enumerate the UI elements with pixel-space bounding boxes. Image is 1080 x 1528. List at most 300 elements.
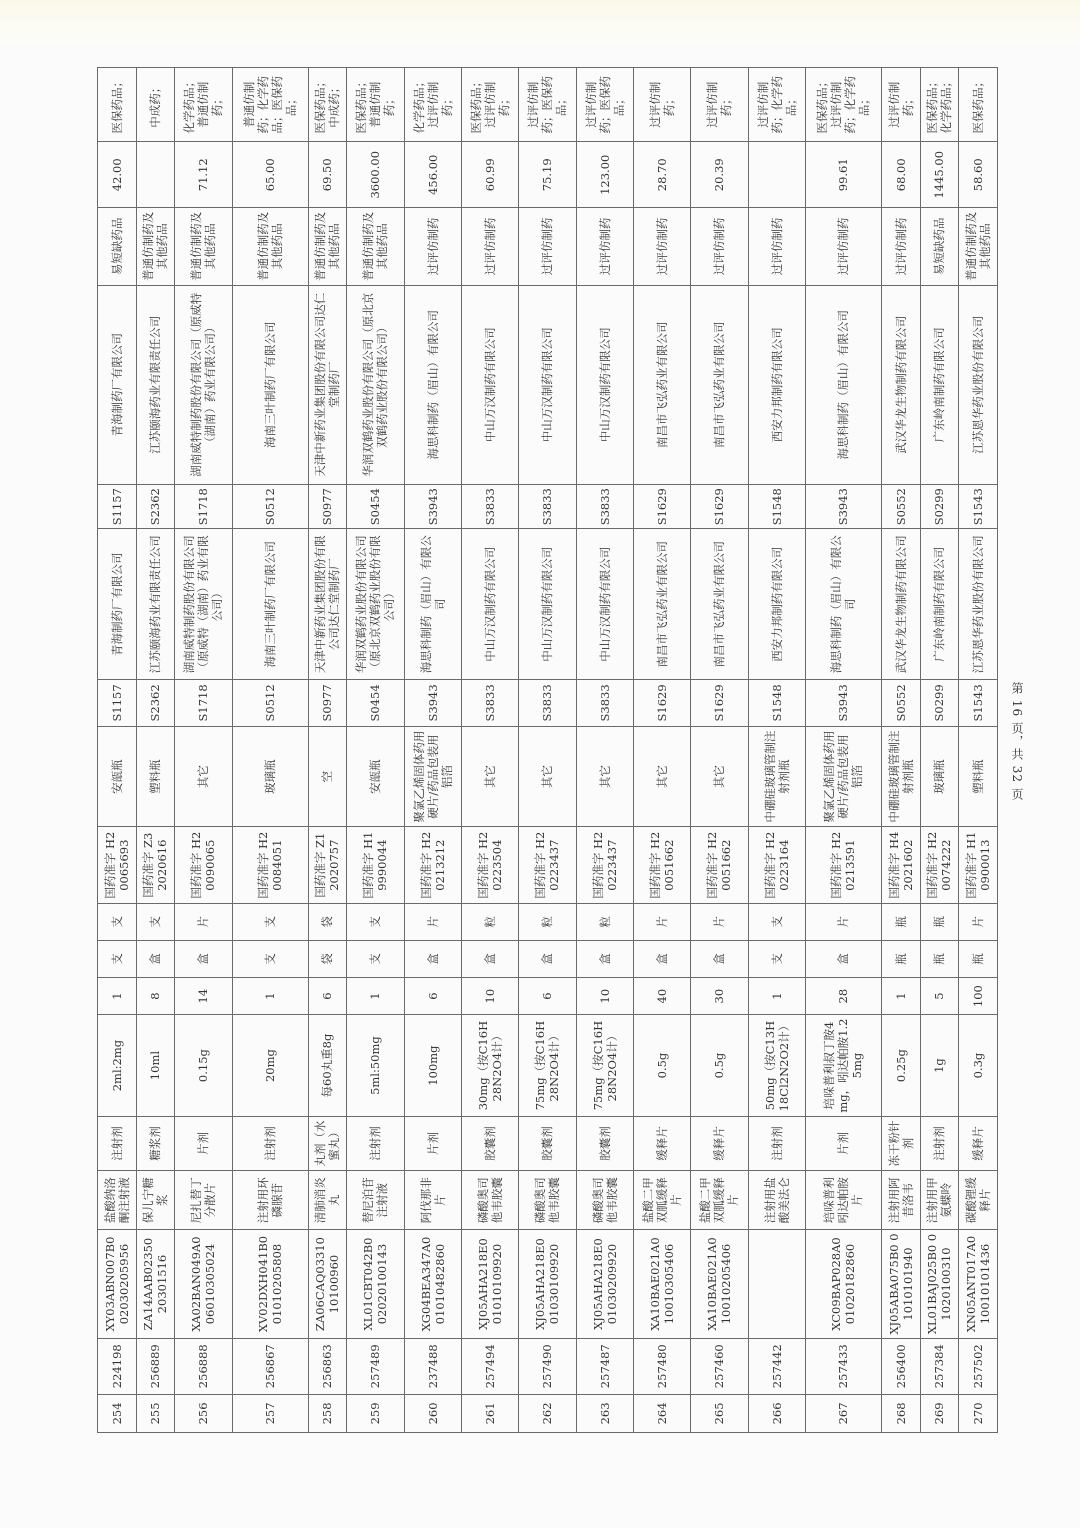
cell-drug-name: 培哚普利吲达帕胺片 (805, 1171, 881, 1230)
cell-category: 普通仿制药及其他药品 (347, 208, 404, 285)
cell-min-unit: 片 (175, 903, 232, 940)
cell-holder: 江苏颐海药业有限责任公司 (136, 285, 175, 484)
cell-spec: 50mg（按C13H18Cl2N2O2计） (748, 1015, 805, 1117)
cell-manufacturer: 华润双鹤药业股份有限公司（原北京双鹤药业股份有限公司） (347, 529, 404, 680)
cell-pack-unit: 盒 (633, 940, 690, 977)
cell-dosage-form: 冻干粉针剂 (881, 1116, 920, 1170)
cell-pack-unit: 瓶 (920, 940, 959, 977)
cell-pack-unit: 支 (232, 940, 308, 977)
table-row (881, 68, 920, 1433)
cell-pack-qty: 28 (805, 978, 881, 1015)
table-row (519, 68, 576, 1433)
cell-package-material: 中硼硅玻璃管制注射剂瓶 (748, 726, 805, 827)
cell-pack-qty: 8 (136, 978, 175, 1015)
cell-spec: 0.15g (175, 1015, 232, 1117)
cell-spec: 20mg (232, 1015, 308, 1117)
table-row (461, 68, 518, 1433)
cell-pack-qty: 1 (347, 978, 404, 1015)
cell-holder-code: S0454 (347, 484, 404, 529)
cell-seq: 264 (633, 1394, 690, 1432)
cell-holder: 武汉华龙生物制药有限公司 (881, 285, 920, 484)
cell-approval-no: 国药准字 H20223164 (748, 827, 805, 903)
cell-drug-name: 碳酸锂缓释片 (959, 1171, 998, 1230)
cell-price: 42.00 (98, 142, 137, 208)
cell-approval-no: 国药准字 H19990044 (347, 827, 404, 903)
cell-attributes: 过评仿制药； (881, 68, 920, 142)
cell-category: 过评仿制药 (691, 208, 748, 285)
cell-holder: 中山万汉制药有限公司 (519, 285, 576, 484)
cell-manufacturer-code: S0454 (347, 680, 404, 727)
cell-approval-no: 国药准字 H20213591 (805, 827, 881, 903)
cell-spec: 100mg (404, 1015, 461, 1117)
cell-holder: 海思科制药（眉山）有限公司 (805, 285, 881, 484)
cell-dosage-form: 缓释片 (691, 1116, 748, 1170)
cell-seq: 265 (691, 1394, 748, 1432)
cell-code: 257460 (691, 1338, 748, 1394)
cell-package-material: 空 (308, 726, 347, 827)
cell-holder: 青海制药厂有限公司 (98, 285, 137, 484)
cell-code: 257384 (920, 1338, 959, 1394)
cell-drug-code: XC09BAP028A0 01020182860 (805, 1230, 881, 1338)
cell-manufacturer-code: S1629 (691, 680, 748, 727)
cell-manufacturer-code: S1629 (633, 680, 690, 727)
cell-code: 257490 (519, 1338, 576, 1394)
cell-holder-code: S1629 (691, 484, 748, 529)
cell-code: 224198 (98, 1338, 137, 1394)
cell-manufacturer-code: S1543 (959, 680, 998, 727)
cell-holder: 中山万汉制药有限公司 (461, 285, 518, 484)
cell-manufacturer-code: S3833 (519, 680, 576, 727)
cell-holder-code: S1718 (175, 484, 232, 529)
cell-spec: 0.25g (881, 1015, 920, 1117)
cell-drug-name: 盐酸二甲双胍缓释片 (691, 1171, 748, 1230)
cell-category: 过评仿制药 (461, 208, 518, 285)
cell-drug-code: XL01CBT042B0 02020100143 (347, 1230, 404, 1338)
cell-attributes: 过评仿制药；医保药品； (576, 68, 633, 142)
cell-dosage-form: 片剂 (805, 1116, 881, 1170)
table-row (576, 68, 633, 1433)
cell-drug-code (748, 1230, 805, 1338)
cell-drug-name: 清肺消炎丸 (308, 1171, 347, 1230)
cell-drug-name: 磷酸奥司他韦胶囊 (519, 1171, 576, 1230)
cell-holder: 江苏恩华药业股份有限公司 (959, 285, 998, 484)
cell-pack-unit: 盒 (136, 940, 175, 977)
cell-category: 易短缺药品 (98, 208, 137, 285)
cell-package-material: 玻璃瓶 (232, 726, 308, 827)
cell-approval-no: 国药准字 H20051662 (691, 827, 748, 903)
cell-package-material: 中硼硅玻璃管制注射剂瓶 (881, 726, 920, 827)
cell-code: 257433 (805, 1338, 881, 1394)
cell-attributes: 医保药品；普通仿制药； (347, 68, 404, 142)
cell-seq: 262 (519, 1394, 576, 1432)
cell-price: 3600.00 (347, 142, 404, 208)
cell-manufacturer: 江苏颐海药业有限责任公司 (136, 529, 175, 680)
cell-spec: 0.3g (959, 1015, 998, 1117)
cell-dosage-form: 缓释片 (633, 1116, 690, 1170)
table-row (136, 68, 175, 1433)
cell-approval-no: 国药准字 H10900013 (959, 827, 998, 903)
cell-holder-code: S1157 (98, 484, 137, 529)
table-row (959, 68, 998, 1433)
cell-package-material: 其它 (461, 726, 518, 827)
cell-holder-code: S3833 (576, 484, 633, 529)
cell-min-unit: 支 (136, 903, 175, 940)
cell-code: 257489 (347, 1338, 404, 1394)
cell-spec: 0.5g (633, 1015, 690, 1117)
table-row (805, 68, 881, 1433)
cell-dosage-form: 胶囊剂 (461, 1116, 518, 1170)
cell-pack-qty: 1 (98, 978, 137, 1015)
table-row (404, 68, 461, 1433)
cell-package-material: 其它 (691, 726, 748, 827)
cell-drug-code: XJ05ABA075B0 01010101940 (881, 1230, 920, 1338)
cell-price: 65.00 (232, 142, 308, 208)
cell-holder-code: S3943 (404, 484, 461, 529)
cell-drug-name: 尼扎替丁分散片 (175, 1171, 232, 1230)
cell-drug-name: 阿伐那非片 (404, 1171, 461, 1230)
cell-holder-code: S0299 (920, 484, 959, 529)
cell-pack-unit: 支 (748, 940, 805, 977)
cell-drug-code: XA10BAE021A0 10010205406 (691, 1230, 748, 1338)
cell-dosage-form: 胶囊剂 (576, 1116, 633, 1170)
top-margin (0, 0, 1080, 42)
cell-holder: 南昌市飞弘药业有限公司 (633, 285, 690, 484)
cell-approval-no: 国药准字 H20223504 (461, 827, 518, 903)
cell-dosage-form: 缓释片 (959, 1116, 998, 1170)
cell-manufacturer-code: S3943 (805, 680, 881, 727)
cell-category: 普通仿制药及其他药品 (232, 208, 308, 285)
cell-price: 99.61 (805, 142, 881, 208)
cell-manufacturer: 天津中新药业集团股份有限公司达仁堂制药厂 (308, 529, 347, 680)
cell-drug-code: XA02BAN049A0 06010305024 (175, 1230, 232, 1338)
cell-min-unit: 瓶 (920, 903, 959, 940)
cell-category: 普通仿制药及其他药品 (136, 208, 175, 285)
cell-pack-qty: 6 (308, 978, 347, 1015)
cell-category: 普通仿制药及其他药品 (308, 208, 347, 285)
cell-manufacturer: 中山万汉制药有限公司 (461, 529, 518, 680)
cell-min-unit: 片 (805, 903, 881, 940)
cell-drug-name: 保儿宁糖浆 (136, 1171, 175, 1230)
table-row (232, 68, 308, 1433)
cell-package-material: 聚氯乙烯固体药用硬片/药品包装用铝箔 (805, 726, 881, 827)
cell-drug-name: 磷酸奥司他韦胶囊 (576, 1171, 633, 1230)
cell-drug-name: 盐酸纳洛酮注射液 (98, 1171, 137, 1230)
cell-code: 256867 (232, 1338, 308, 1394)
cell-manufacturer-code: S3833 (576, 680, 633, 727)
cell-manufacturer: 中山万汉制药有限公司 (519, 529, 576, 680)
cell-category: 过评仿制药 (633, 208, 690, 285)
cell-attributes: 中成药； (136, 68, 175, 142)
cell-manufacturer-code: S3943 (404, 680, 461, 727)
cell-attributes: 医保药品；中成药； (308, 68, 347, 142)
cell-price: 58.60 (959, 142, 998, 208)
cell-attributes: 过评仿制药； (633, 68, 690, 142)
cell-manufacturer-code: S0299 (920, 680, 959, 727)
cell-attributes: 化学药品；普通仿制药； (175, 68, 232, 142)
cell-approval-no: 国药准字 H20084051 (232, 827, 308, 903)
cell-seq: 257 (232, 1394, 308, 1432)
cell-holder-code: S1548 (748, 484, 805, 529)
cell-spec: 每60丸重8g (308, 1015, 347, 1117)
cell-min-unit: 粒 (519, 903, 576, 940)
cell-spec: 75mg（按C16H28N2O4计） (576, 1015, 633, 1117)
cell-attributes: 医保药品；过评仿制药； (461, 68, 518, 142)
cell-spec: 2ml:2mg (98, 1015, 137, 1117)
cell-seq: 266 (748, 1394, 805, 1432)
cell-attributes: 普通仿制药；化学药品；医保药品； (232, 68, 308, 142)
cell-code: 257442 (748, 1338, 805, 1394)
cell-manufacturer-code: S1548 (748, 680, 805, 727)
cell-manufacturer-code: S1718 (175, 680, 232, 727)
cell-min-unit: 粒 (461, 903, 518, 940)
cell-holder-code: S1543 (959, 484, 998, 529)
cell-manufacturer: 江苏恩华药业股份有限公司 (959, 529, 998, 680)
cell-drug-name: 磷酸奥司他韦胶囊 (461, 1171, 518, 1230)
cell-holder: 广东岭南制药有限公司 (920, 285, 959, 484)
cell-manufacturer: 青海制药厂有限公司 (98, 529, 137, 680)
cell-price (748, 142, 805, 208)
cell-dosage-form: 丸剂（水蜜丸） (308, 1116, 347, 1170)
cell-holder: 天津中新药业集团股份有限公司达仁堂制药厂 (308, 285, 347, 484)
cell-seq: 255 (136, 1394, 175, 1432)
cell-approval-no: 国药准字 Z12020757 (308, 827, 347, 903)
cell-price: 71.12 (175, 142, 232, 208)
table-row (920, 68, 959, 1433)
cell-dosage-form: 片剂 (404, 1116, 461, 1170)
cell-package-material: 塑料瓶 (136, 726, 175, 827)
page-footer: 第 16 页，共 32 页 (1010, 682, 1024, 801)
cell-attributes: 医保药品；化学药品； (920, 68, 959, 142)
cell-seq: 260 (404, 1394, 461, 1432)
cell-attributes: 医保药品；过评仿制药；化学药品； (805, 68, 881, 142)
cell-holder: 华润双鹤药业股份有限公司（原北京双鹤药业股份有限公司） (347, 285, 404, 484)
cell-pack-qty: 1 (748, 978, 805, 1015)
cell-dosage-form: 注射剂 (920, 1116, 959, 1170)
cell-holder: 海南三叶制药厂有限公司 (232, 285, 308, 484)
cell-drug-code: XA10BAE021A0 10010305406 (633, 1230, 690, 1338)
cell-holder: 南昌市飞弘药业有限公司 (691, 285, 748, 484)
cell-seq: 256 (175, 1394, 232, 1432)
cell-holder-code: S0552 (881, 484, 920, 529)
cell-approval-no: 国药准字 H42021602 (881, 827, 920, 903)
cell-manufacturer-code: S0977 (308, 680, 347, 727)
cell-package-material: 其它 (633, 726, 690, 827)
cell-drug-code: XV02DXH041B0 01010205808 (232, 1230, 308, 1338)
cell-package-material: 塑料瓶 (959, 726, 998, 827)
cell-holder-code: S0977 (308, 484, 347, 529)
cell-pack-qty: 14 (175, 978, 232, 1015)
cell-drug-code: ZA14AAB02350 20301516 (136, 1230, 175, 1338)
cell-min-unit: 片 (633, 903, 690, 940)
cell-seq: 259 (347, 1394, 404, 1432)
cell-seq: 254 (98, 1394, 137, 1432)
cell-pack-unit: 瓶 (959, 940, 998, 977)
cell-manufacturer: 南昌市飞弘药业有限公司 (633, 529, 690, 680)
cell-drug-name: 注射用阿昔洛韦 (881, 1171, 920, 1230)
cell-seq: 267 (805, 1394, 881, 1432)
cell-min-unit: 支 (347, 903, 404, 940)
cell-drug-code: XG04BEA347A0 01010482860 (404, 1230, 461, 1338)
cell-pack-unit: 支 (347, 940, 404, 977)
cell-min-unit: 片 (959, 903, 998, 940)
cell-spec: 10ml (136, 1015, 175, 1117)
cell-package-material: 安瓿瓶 (347, 726, 404, 827)
cell-pack-qty: 10 (461, 978, 518, 1015)
cell-package-material: 聚氯乙烯固体药用硬片/药品包装用铝箔 (404, 726, 461, 827)
cell-min-unit: 支 (98, 903, 137, 940)
cell-pack-unit: 盒 (805, 940, 881, 977)
cell-spec: 30mg（按C16H28N2O4计） (461, 1015, 518, 1117)
cell-approval-no: 国药准字 Z32020616 (136, 827, 175, 903)
cell-drug-name: 注射用甲氨蝶呤 (920, 1171, 959, 1230)
cell-code: 257502 (959, 1338, 998, 1394)
cell-pack-unit: 袋 (308, 940, 347, 977)
cell-code: 256889 (136, 1338, 175, 1394)
cell-price: 28.70 (633, 142, 690, 208)
cell-attributes: 过评仿制药；化学药品； (748, 68, 805, 142)
cell-price: 68.00 (881, 142, 920, 208)
cell-pack-unit: 支 (98, 940, 137, 977)
cell-pack-unit: 盒 (576, 940, 633, 977)
cell-drug-code: XJ05AHA218E0 01030109920 (519, 1230, 576, 1338)
cell-code: 256400 (881, 1338, 920, 1394)
cell-price: 1445.00 (920, 142, 959, 208)
cell-manufacturer-code: S2362 (136, 680, 175, 727)
cell-attributes: 化学药品；过评仿制药； (404, 68, 461, 142)
cell-category: 易短缺药品 (920, 208, 959, 285)
cell-price: 123.00 (576, 142, 633, 208)
cell-holder: 海思科制药（眉山）有限公司 (404, 285, 461, 484)
table-row (98, 68, 137, 1433)
cell-manufacturer: 武汉华龙生物制药有限公司 (881, 529, 920, 680)
cell-approval-no: 国药准字 H20074222 (920, 827, 959, 903)
cell-holder-code: S3833 (519, 484, 576, 529)
cell-spec: 培哚普利叔丁胺4mg，吲达帕胺1.25mg (805, 1015, 881, 1117)
table-row (175, 68, 232, 1433)
cell-holder: 西安力邦制药有限公司 (748, 285, 805, 484)
cell-package-material: 其它 (576, 726, 633, 827)
cell-attributes: 医保药品； (959, 68, 998, 142)
cell-pack-qty: 1 (232, 978, 308, 1015)
table-row (748, 68, 805, 1433)
cell-pack-qty: 10 (576, 978, 633, 1015)
cell-drug-code: XL01BAJ025B0 01020100310 (920, 1230, 959, 1338)
cell-dosage-form: 片剂 (175, 1116, 232, 1170)
cell-package-material: 其它 (175, 726, 232, 827)
cell-approval-no: 国药准字 H20090065 (175, 827, 232, 903)
cell-attributes: 医保药品； (98, 68, 137, 142)
cell-price: 60.99 (461, 142, 518, 208)
table-row (308, 68, 347, 1433)
cell-pack-qty: 6 (519, 978, 576, 1015)
cell-category: 过评仿制药 (805, 208, 881, 285)
cell-holder-code: S2362 (136, 484, 175, 529)
cell-pack-unit: 盒 (691, 940, 748, 977)
cell-price: 20.39 (691, 142, 748, 208)
cell-drug-code: ZA06CAQ03310 10100960 (308, 1230, 347, 1338)
cell-attributes: 过评仿制药； (691, 68, 748, 142)
cell-pack-unit: 盒 (519, 940, 576, 977)
cell-holder-code: S3833 (461, 484, 518, 529)
cell-manufacturer-code: S3833 (461, 680, 518, 727)
cell-price: 69.50 (308, 142, 347, 208)
cell-category: 过评仿制药 (881, 208, 920, 285)
cell-drug-name: 替尼泊苷注射液 (347, 1171, 404, 1230)
cell-dosage-form: 胶囊剂 (519, 1116, 576, 1170)
cell-dosage-form: 注射剂 (98, 1116, 137, 1170)
cell-package-material: 玻璃瓶 (920, 726, 959, 827)
cell-holder: 湖南威特制药股份有限公司（原威特（湖南）药业有限公司） (175, 285, 232, 484)
cell-approval-no: 国药准字 H20223437 (519, 827, 576, 903)
cell-dosage-form: 注射剂 (347, 1116, 404, 1170)
cell-pack-qty: 40 (633, 978, 690, 1015)
cell-manufacturer: 海思科制药（眉山）有限公司 (404, 529, 461, 680)
cell-price: 456.00 (404, 142, 461, 208)
cell-seq: 269 (920, 1394, 959, 1432)
cell-code: 256863 (308, 1338, 347, 1394)
cell-pack-unit: 盒 (175, 940, 232, 977)
cell-drug-name: 注射用盐酸美法仑 (748, 1171, 805, 1230)
cell-code: 237488 (404, 1338, 461, 1394)
cell-pack-qty: 5 (920, 978, 959, 1015)
cell-holder: 中山万汉制药有限公司 (576, 285, 633, 484)
cell-min-unit: 袋 (308, 903, 347, 940)
cell-pack-unit: 盒 (404, 940, 461, 977)
cell-package-material: 其它 (519, 726, 576, 827)
cell-category: 过评仿制药 (519, 208, 576, 285)
cell-pack-unit: 盒 (461, 940, 518, 977)
cell-drug-name: 盐酸二甲双胍缓释片 (633, 1171, 690, 1230)
cell-seq: 268 (881, 1394, 920, 1432)
cell-spec: 5ml:50mg (347, 1015, 404, 1117)
cell-spec: 75mg（按C16H28N2O4计） (519, 1015, 576, 1117)
cell-min-unit: 片 (404, 903, 461, 940)
cell-holder-code: S3943 (805, 484, 881, 529)
cell-drug-name: 注射用环磷腺苷 (232, 1171, 308, 1230)
cell-drug-code: XY03ABN007B0 02030205956 (98, 1230, 137, 1338)
cell-category: 过评仿制药 (576, 208, 633, 285)
table-row (633, 68, 690, 1433)
cell-seq: 258 (308, 1394, 347, 1432)
cell-spec: 0.5g (691, 1015, 748, 1117)
cell-code: 257480 (633, 1338, 690, 1394)
table-row (347, 68, 404, 1433)
cell-manufacturer: 海南三叶制药厂有限公司 (232, 529, 308, 680)
cell-price (136, 142, 175, 208)
cell-manufacturer-code: S0552 (881, 680, 920, 727)
cell-manufacturer: 湖南威特制药股份有限公司（原威特（湖南）药业有限公司） (175, 529, 232, 680)
cell-manufacturer: 广东岭南制药有限公司 (920, 529, 959, 680)
cell-approval-no: 国药准字 H20051662 (633, 827, 690, 903)
cell-dosage-form: 糖浆剂 (136, 1116, 175, 1170)
cell-manufacturer: 西安力邦制药有限公司 (748, 529, 805, 680)
cell-manufacturer: 海思科制药（眉山）有限公司 (805, 529, 881, 680)
cell-code: 256888 (175, 1338, 232, 1394)
cell-min-unit: 支 (232, 903, 308, 940)
cell-category: 普通仿制药及其他药品 (175, 208, 232, 285)
cell-dosage-form: 注射剂 (232, 1116, 308, 1170)
cell-min-unit: 粒 (576, 903, 633, 940)
cell-holder-code: S0512 (232, 484, 308, 529)
cell-holder-code: S1629 (633, 484, 690, 529)
cell-pack-qty: 1 (881, 978, 920, 1015)
cell-seq: 261 (461, 1394, 518, 1432)
cell-min-unit: 支 (748, 903, 805, 940)
cell-approval-no: 国药准字 H20223437 (576, 827, 633, 903)
cell-code: 257487 (576, 1338, 633, 1394)
rotated-table-wrapper (97, 67, 998, 1433)
cell-price: 75.19 (519, 142, 576, 208)
